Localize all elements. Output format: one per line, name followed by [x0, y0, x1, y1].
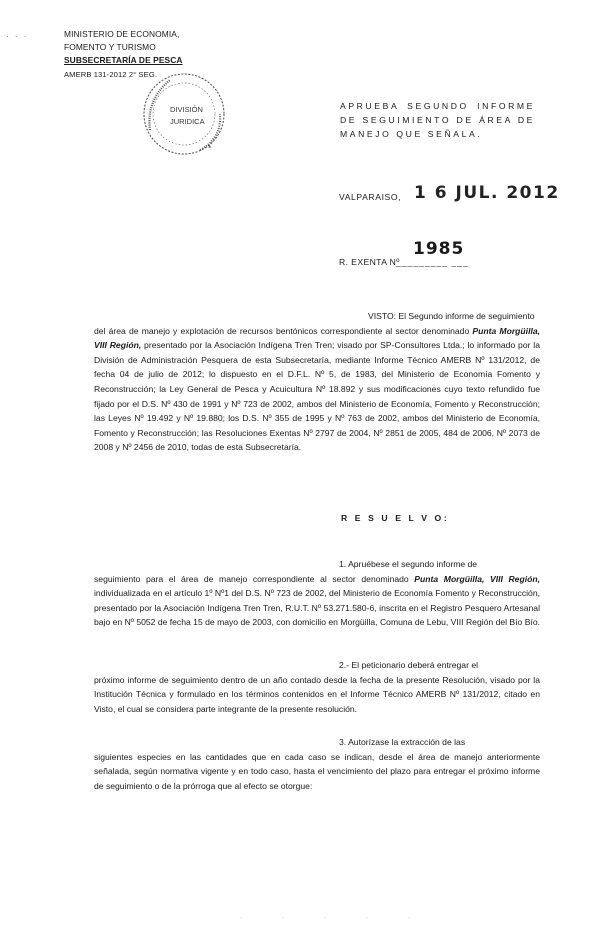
item-1-text-2: individualizada en el artículo 1º Nº1 del D.S. Nº 723 de 2002, del Ministerio de Economía Fomento y Reconstrucción, presentado por la Asociación Indígena Tren Tren, R.U.T. Nº 53.271.580-6, inscrita en el Registro Pesquero Artesanal bajo en Nº 5052 de fecha 15 de mayo de 2003, con domicilio en Morgüilla, Comuna de Lebu, VIII Región del Bío Bío.	[94, 588, 541, 628]
ministry-name: MINISTERIO DE ECONOMIA,	[64, 29, 180, 39]
stamped-date: 1 6 JUL. 2012	[414, 183, 560, 203]
visto-paragraph	[94, 309, 540, 455]
resolution-blank-line: _________ ___	[396, 257, 469, 267]
resolution-label: R. EXENTA Nº	[339, 257, 400, 267]
margin-marks: · · ·	[6, 32, 29, 41]
item-3-first-line: 3. Autorízase la extracción de las	[339, 737, 466, 747]
official-stamp	[140, 70, 228, 158]
item-2-first-line: 2.- El peticionario deberá entregar el	[339, 660, 479, 670]
svg-text:*: *	[208, 144, 212, 152]
footer-marks: ·····	[240, 915, 450, 921]
resolution-item-3	[94, 735, 540, 793]
place-label: VALPARAISO,	[339, 192, 402, 202]
subsecretaria-name: SUBSECRETARÍA DE PESCA	[64, 55, 183, 65]
visto-text-1: del área de manejo y explotación de recursos bentónicos correspondiente al sector denominado	[94, 325, 473, 336]
visto-place-name: Punta Morgüilla, VIII Región,	[94, 325, 541, 351]
resolution-item-2	[94, 658, 540, 716]
resolution-item-1	[94, 557, 540, 630]
visto-text-2: presentado por la Asociación Indígena Tren Tren; visado por SP-Consultores Ltda.; lo informado por la División de Administración Pesquera de esta Subsecretaría, mediante Informe Técnico AMERB Nº 131/2012, de fecha 04 de julio de 2012; lo dispuesto en el D.F.L. Nº 5, de 1983, del Ministerio de Economía Fomento y Reconstrucción; la Ley General de Pesca y Acuicultura Nº 18.892 y sus modificaciones cuyo texto refundido fue fijado por el D.S. Nº 430 de 1991 y Nº 723 de 2002, ambos del Ministerio de Economía, Fomento y Reconstrucción; las Leyes Nº 19.492 y Nº 19.880; los D.S. Nº 355 de 1995 y Nº 763 de 2002, ambos del Ministerio de Economía, Fomento y Reconstrucción; las Resoluciones Exentas Nº 2797 de 2004, Nº 2851 de 2005, 484 de 2006, Nº 2073 de 2008 y Nº 2456 de 2010, todas de esta Subsecretaría.	[94, 340, 540, 453]
ministry-subname: FOMENTO Y TURISMO	[64, 42, 156, 52]
item-2-text: próximo informe de seguimiento dentro de un año contado desde la fecha de la presente Resolución, visado por la Institución Técnica y formulado en los términos contenidos en el Informe Técnico AMERB Nº 131/2012, citado en Visto, el cual se considera parte integrante de la presente resolución.	[94, 674, 540, 714]
resuelvo-heading: R E S U E L V O:	[341, 513, 450, 523]
item-3-text: siguientes especies en las cantidades que en cada caso se indican, desde el área de manejo anteriormente señalada, según normativa vigente y en todo caso, hasta el vencimiento del plazo para entregar el próximo informe de seguimiento o de la prórroga que al efecto se otorgue:	[94, 751, 540, 791]
reference-code: AMERB 131-2012 2° SEG.	[64, 70, 158, 79]
item-1-place-name: Punta Morgüilla, VIII Región,	[414, 573, 540, 584]
stamp-text-division: DIVISIÓN	[170, 105, 203, 114]
resolution-subject: APRUEBA SEGUNDO INFORME DE SEGUIMIENTO DE ÁREA DE MANEJO QUE SEÑALA.	[340, 101, 535, 139]
visto-first-line: VISTO: El Segundo informe de seguimiento	[368, 311, 535, 321]
item-1-text-1: seguimiento para el área de manejo correspondiente al sector denominado	[94, 573, 415, 584]
resolution-number: 1985	[413, 239, 465, 259]
item-1-first-line: 1. Apruébese el segundo informe de	[339, 559, 478, 569]
stamp-text-juridica: JURIDICA	[170, 117, 205, 126]
